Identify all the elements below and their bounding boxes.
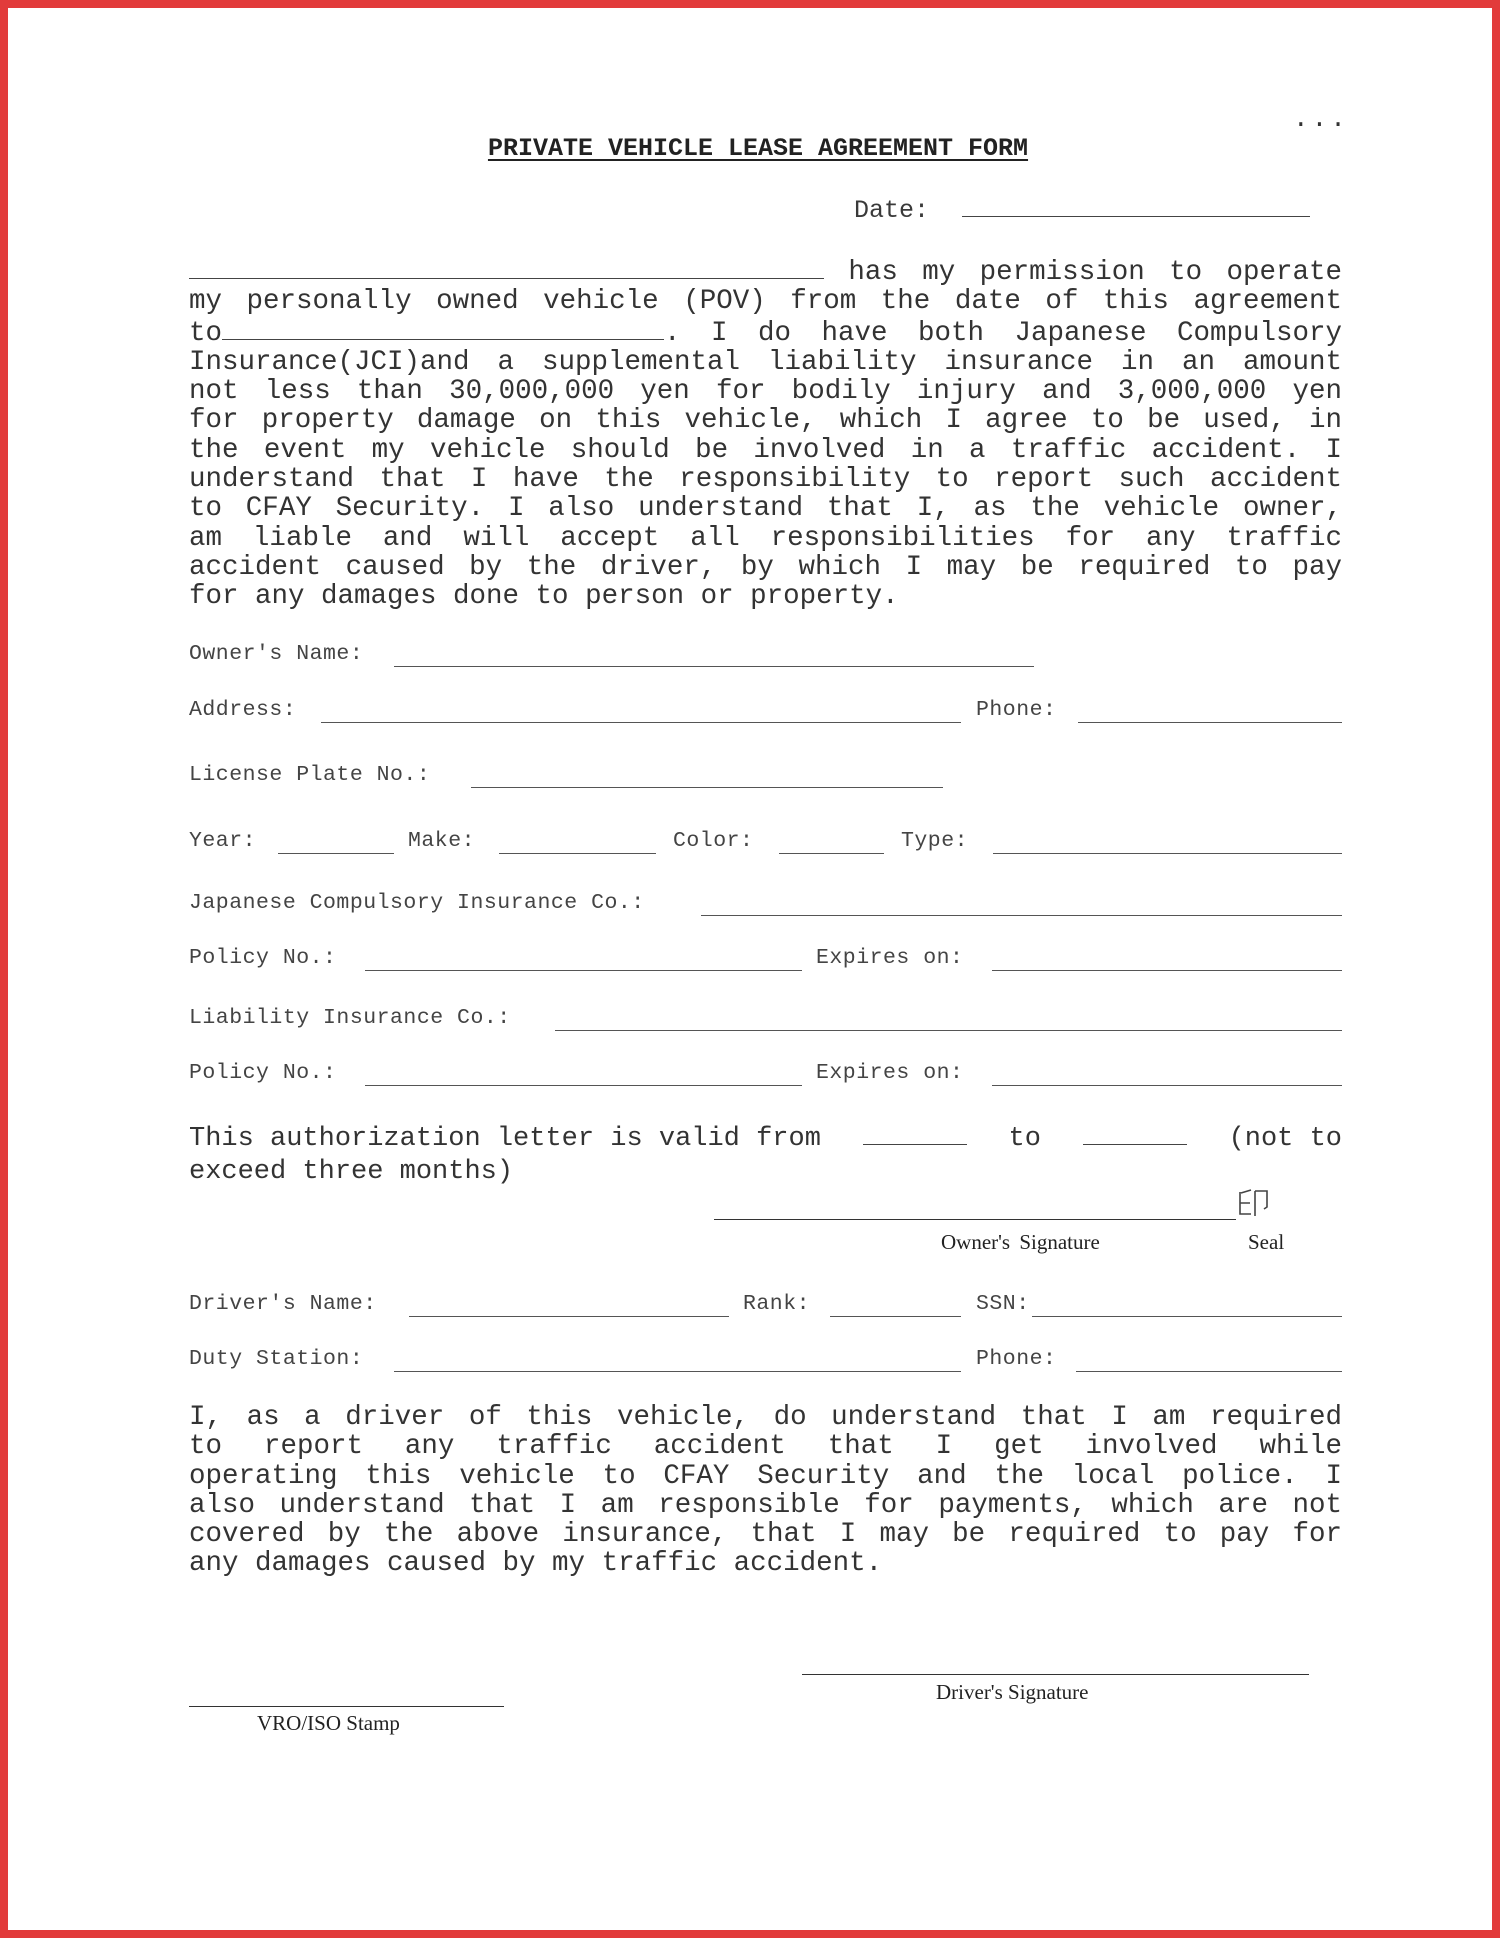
liability-company-row — [8, 1006, 1500, 1040]
rank-field[interactable] — [830, 1316, 961, 1317]
validity-line-1: This authorization letter is valid from to (not to — [189, 1124, 1342, 1154]
type-label: Type: — [901, 829, 969, 853]
statement-line-3: to . I do have both Japanese Compulsory — [189, 317, 1342, 349]
driver-signature-line[interactable] — [802, 1674, 1309, 1675]
duty-station-row — [8, 1347, 1500, 1381]
owners-name-field[interactable] — [394, 666, 1034, 667]
statement-line-9: to CFAY Security. I also understand that I, as the vehicle owner, — [189, 493, 1342, 525]
make-label: Make: — [408, 829, 476, 853]
jci-expires-label: Expires on: — [816, 946, 964, 970]
jci-company-label: Japanese Compulsory Insurance Co.: — [189, 891, 645, 915]
stamp-line[interactable] — [189, 1706, 504, 1707]
drivers-name-label: Driver's Name: — [189, 1292, 377, 1316]
color-field[interactable] — [779, 853, 884, 854]
validity-statement — [189, 1122, 1342, 1189]
address-row — [8, 698, 1500, 732]
statement-line-11: accident caused by the driver, by which I may be required to pay — [189, 551, 1342, 583]
valid-to-field[interactable] — [1083, 1122, 1187, 1145]
liability-policy-label: Policy No.: — [189, 1061, 337, 1085]
driver-name-row — [8, 1292, 1500, 1326]
statement-line-6: for property damage on this vehicle, which I agree to be used, in — [189, 405, 1342, 437]
driver-line-3: operating this vehicle to CFAY Security and the local police. I — [189, 1460, 1342, 1492]
liability-expires-label: Expires on: — [816, 1061, 964, 1085]
liability-policy-field[interactable] — [365, 1085, 802, 1086]
liability-company-field[interactable] — [555, 1030, 1342, 1031]
year-field[interactable] — [278, 853, 394, 854]
drivers-name-field[interactable] — [409, 1316, 729, 1317]
liability-policy-row — [8, 1061, 1500, 1095]
driver-statement — [189, 1403, 1342, 1579]
owner-statement — [189, 256, 1342, 612]
license-plate-field[interactable] — [471, 787, 943, 788]
jci-policy-field[interactable] — [365, 970, 802, 971]
valid-from-field[interactable] — [863, 1122, 967, 1145]
owner-phone-label: Phone: — [976, 698, 1057, 722]
driver-line-2: to report any traffic accident that I get involved while — [189, 1431, 1342, 1463]
address-label: Address: — [189, 698, 297, 722]
seal-stamp-icon — [1237, 1187, 1271, 1217]
date-field[interactable] — [962, 194, 1310, 217]
jci-policy-row — [8, 946, 1500, 980]
date-row — [854, 194, 1310, 225]
jci-expires-field[interactable] — [992, 970, 1342, 971]
driver-name-blank[interactable] — [189, 256, 824, 279]
statement-line-12: for any damages done to person or property. — [189, 581, 899, 613]
statement-line-7: the event my vehicle should be involved in a traffic accident. I — [189, 434, 1342, 466]
address-field[interactable] — [321, 722, 961, 723]
owners-name-label: Owner's Name: — [189, 642, 364, 666]
jci-policy-label: Policy No.: — [189, 946, 337, 970]
driver-line-1: I, as a driver of this vehicle, do understand that I am required — [189, 1402, 1342, 1433]
driver-line-6: any damages caused by my traffic accident. — [189, 1548, 883, 1580]
owner-signature-label: Owner's Signature — [941, 1230, 1100, 1254]
end-date-blank[interactable] — [222, 317, 664, 340]
ssn-field[interactable] — [1032, 1316, 1342, 1317]
seal-label: Seal — [1248, 1230, 1285, 1254]
color-label: Color: — [673, 829, 754, 853]
statement-line-1: has my permission to operate — [189, 256, 1342, 287]
driver-line-5: covered by the above insurance, that I may be required to pay for — [189, 1519, 1342, 1551]
driver-phone-label: Phone: — [976, 1347, 1057, 1371]
type-field[interactable] — [993, 853, 1342, 854]
jci-company-row — [8, 891, 1500, 925]
statement-line-4: Insurance(JCI)and a supplemental liability insurance in an amount — [189, 346, 1342, 378]
stamp-label: VRO/ISO Stamp — [257, 1711, 400, 1735]
driver-line-4: also understand that I am responsible for payments, which are not — [189, 1489, 1342, 1521]
jci-company-field[interactable] — [701, 915, 1342, 916]
license-plate-label: License Plate No.: — [189, 763, 431, 787]
seal-glyph-text — [1237, 1187, 1238, 1188]
owners-name-row — [8, 642, 1500, 676]
statement-line-10: am liable and will accept all responsibilities for any traffic — [189, 522, 1342, 554]
liability-company-label: Liability Insurance Co.: — [189, 1006, 511, 1030]
make-field[interactable] — [499, 853, 656, 854]
form-title: PRIVATE VEHICLE LEASE AGREEMENT FORM — [487, 134, 1029, 163]
owner-phone-field[interactable] — [1078, 722, 1342, 723]
ellipsis-mark: ... — [1293, 104, 1349, 134]
validity-line-2: exceed three months) — [189, 1157, 514, 1187]
driver-phone-field[interactable] — [1076, 1371, 1342, 1372]
liability-expires-field[interactable] — [992, 1085, 1342, 1086]
statement-line-8: understand that I have the responsibility to report such accident — [189, 464, 1342, 496]
year-label: Year: — [189, 829, 257, 853]
ssn-label: SSN: — [976, 1292, 1030, 1316]
date-label: Date: — [854, 196, 930, 225]
driver-signature-label: Driver's Signature — [936, 1680, 1089, 1704]
rank-label: Rank: — [743, 1292, 811, 1316]
statement-line-5: not less than 30,000,000 yen for bodily injury and 3,000,000 yen — [189, 376, 1342, 408]
owner-signature-line[interactable] — [714, 1219, 1236, 1220]
duty-station-field[interactable] — [394, 1371, 961, 1372]
statement-line-2: my personally owned vehicle (POV) from the date of this agreement — [189, 286, 1342, 318]
license-plate-row — [8, 763, 1500, 797]
vehicle-details-row — [8, 829, 1500, 863]
duty-station-label: Duty Station: — [189, 1347, 364, 1371]
